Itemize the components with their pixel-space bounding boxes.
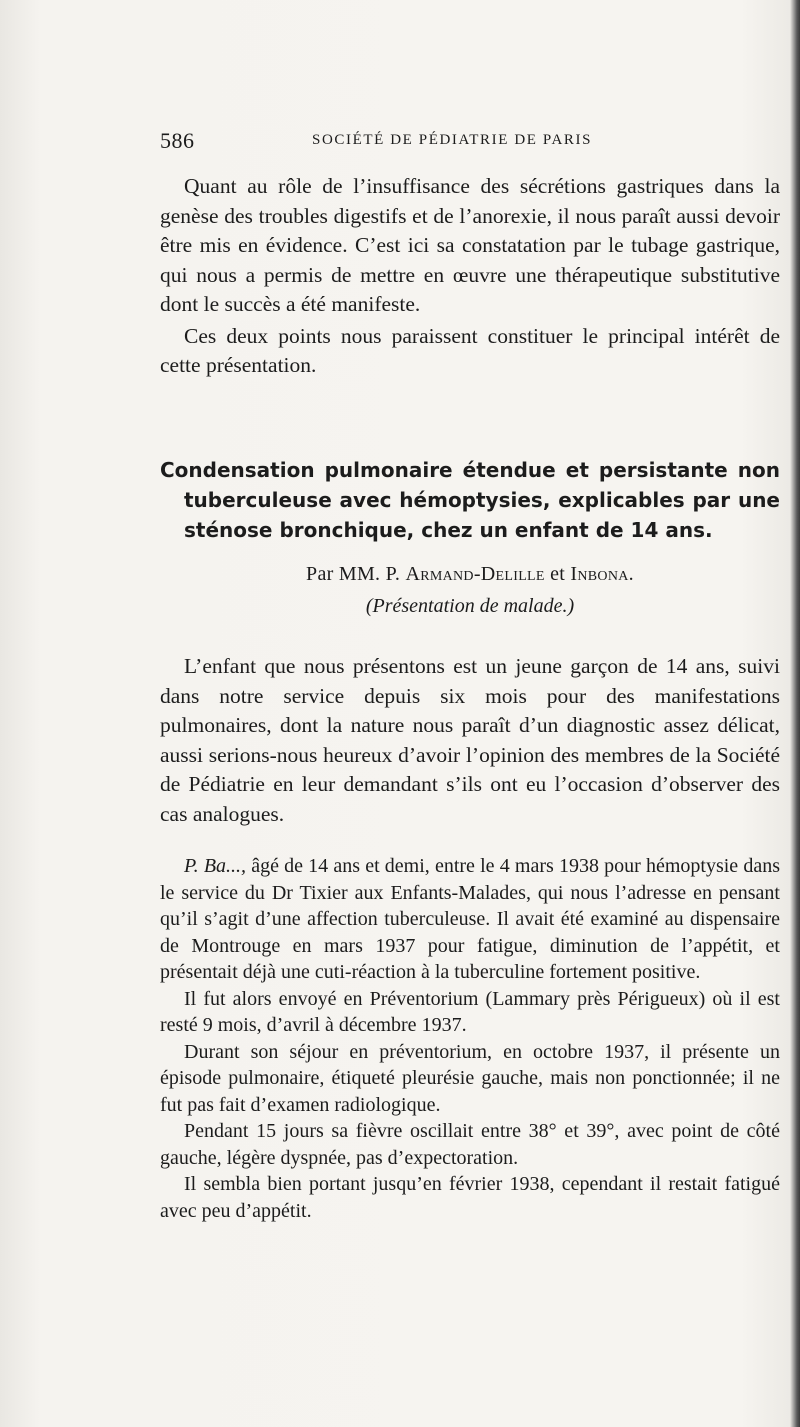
author-1: Armand-Delille: [405, 563, 545, 585]
intro-section: [160, 172, 780, 381]
case-paragraph-1-text: âgé de 14 ans et demi, entre le 4 mars 1938 pour hémoptysie dans le service du Dr Tixier aux Enfants-Malades, qui nous l’adresse en pensant qu’il s’agit d’une affection tuberculeuse. Il avait été examiné au dispensaire de Montrouge en mars 1937 pour fatigue, diminution de l’appétit, et présentait déjà une cuti-réaction à la tuberculine fortement positive.: [160, 855, 780, 983]
running-head: SOCIÉTÉ DE PÉDIATRIE DE PARIS: [312, 132, 593, 148]
author-2: Inbona.: [570, 563, 634, 585]
presentation-note: (Présentation de malade.): [365, 595, 575, 617]
case-paragraph-3: Durant son séjour en préventorium, en octobre 1937, il présente un épisode pulmonaire, étiqueté pleurésie gauche, mais non ponctionnée; il ne fut pas fait d’examen radiologique.: [160, 1040, 780, 1116]
case-paragraph-1: [160, 853, 780, 986]
case-paragraph-2: Il fut alors envoyé en Préventorium (Lammary près Périgueux) où il est resté 9 mois, d’avril à décembre 1937.: [160, 987, 780, 1036]
article-title: [160, 455, 780, 545]
title-line-3: sténose bronchique, chez un enfant de 14 ans.: [184, 518, 713, 542]
main-paragraph: L’enfant que nous présentons est un jeune garçon de 14 ans, suivi dans notre service depuis six mois pour des manifestations pulmonaires, dont la nature nous paraît d’un diagnostic assez délicat, aussi serions-nous heureux d’avoir l’opinion des membres de la Société de Pédiatrie en leur demandant s’ils ont eu l’occasion d’observer des cas analogues.: [160, 654, 780, 826]
authors-join: et: [544, 563, 571, 585]
authors-prefix: Par MM. P.: [306, 563, 406, 585]
article-title-text: [160, 455, 780, 545]
case-paragraph-4: Pendant 15 jours sa fièvre oscillait entre 38° et 39°, avec point de côté gauche, légère dyspnée, pas d’expectoration.: [160, 1120, 780, 1169]
intro-paragraph-2: Ces deux points nous paraissent constituer le principal intérêt de cette présentation.: [160, 323, 780, 377]
patient-initials: P. Ba...,: [184, 855, 247, 877]
case-paragraph-5: Il sembla bien portant jusqu’en février 1938, cependant il restait fatigué avec peu d’appétit.: [160, 1173, 780, 1222]
article-authors: [160, 563, 780, 586]
intro-paragraph-1: Quant au rôle de l’insuffisance des sécrétions gastriques dans la genèse des troubles digestifs et de l’anorexie, il nous paraît aussi devoir être mis en évidence. C’est ici sa constatation par le tubage gastrique, qui nous a permis de mettre en œuvre une thérapeutique substitutive dont le succès a été manifeste.: [160, 174, 780, 316]
title-line-1: Condensation pulmonaire étendue et persistante non: [160, 458, 780, 482]
case-report: [160, 853, 780, 1224]
page-number: 586: [160, 128, 195, 153]
title-line-2: tuberculeuse avec hémoptysies, explicables par une: [184, 488, 780, 512]
main-section: [160, 652, 780, 829]
page-header: [160, 128, 780, 158]
